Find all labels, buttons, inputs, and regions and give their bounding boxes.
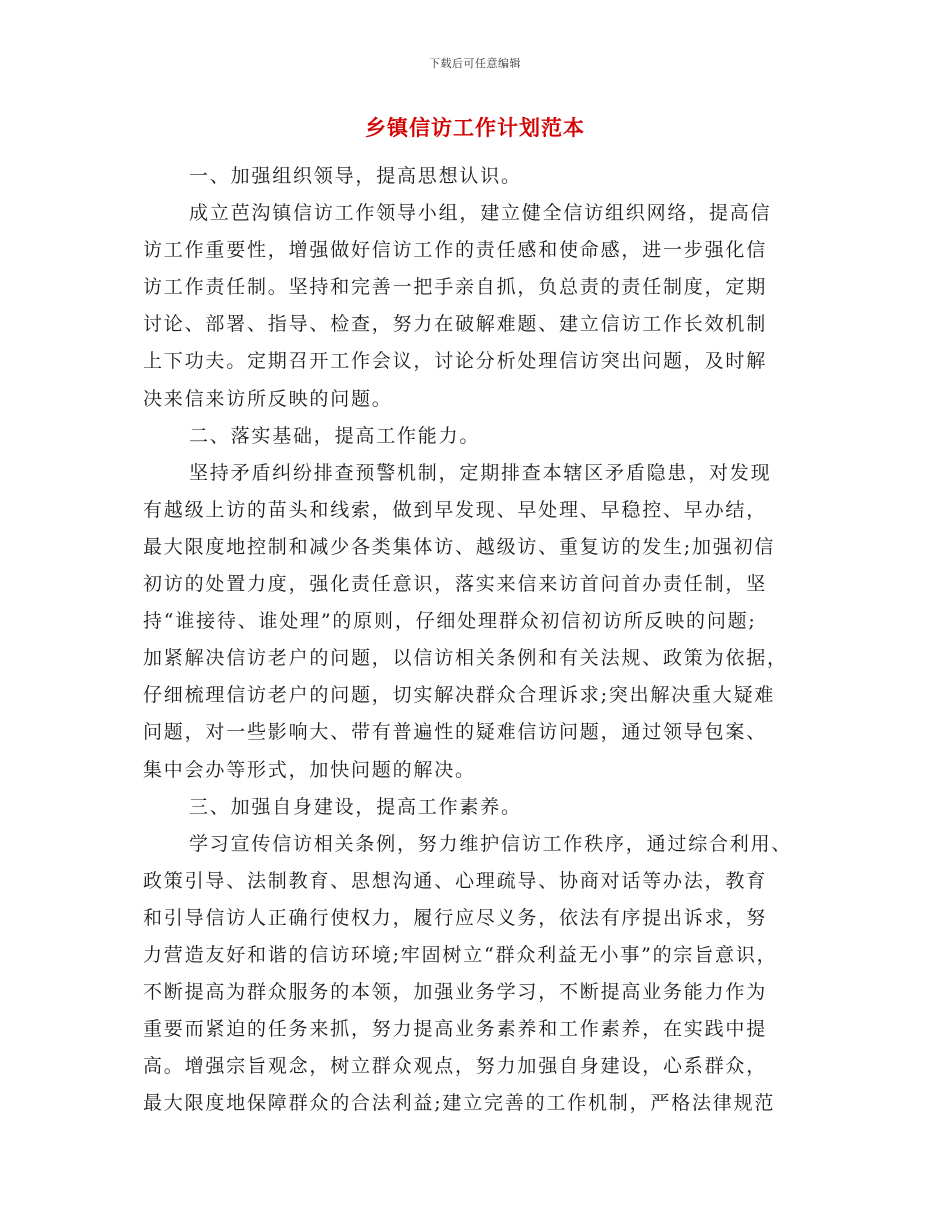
paragraph-line: 不断提高为群众服务的本领，加强业务学习，不断提高业务能力作为 (143, 981, 768, 1004)
paragraph-line: 最大限度地控制和减少各类集体访、越级访、重复访的发生;加强初信 (143, 535, 776, 558)
paragraph-line: 力营造友好和谐的信访环境;牢固树立“群众利益无小事”的宗旨意识， (143, 943, 778, 966)
paragraph-line: 初访的处置力度，强化责任意识，落实来信来访首问首办责任制，坚 (143, 573, 768, 596)
paragraph-line: 和引导信访人正确行使权力，履行应尽义务，依法有序提出诉求，努 (143, 906, 768, 929)
paragraph-line: 最大限度地保障群众的合法利益;建立完善的工作机制，严格法律规范 (143, 1092, 776, 1115)
header-note: 下载后可任意编辑 (429, 57, 521, 70)
paragraph-line: 有越级上访的苗头和线索，做到早发现、早处理、早稳控、早办结， (143, 498, 768, 521)
paragraph-line: 问题，对一些影响大、带有普遍性的疑难信访问题，通过领导包案、 (143, 721, 768, 744)
section-heading-3: 三、加强自身建设，提高工作素养。 (189, 795, 522, 818)
paragraph-line: 坚持矛盾纠纷排查预警机制，定期排查本辖区矛盾隐患，对发现 (189, 461, 772, 484)
paragraph-line: 决来信来访所反映的问题。 (143, 387, 393, 410)
paragraph-line: 上下功夫。定期召开工作会议，讨论分析处理信访突出问题，及时解 (143, 350, 768, 373)
paragraph-line: 重要而紧迫的任务来抓，努力提高业务素养和工作素养，在实践中提 (143, 1018, 768, 1041)
paragraph-line: 成立芭沟镇信访工作领导小组，建立健全信访组织网络，提高信 (189, 202, 772, 225)
paragraph-line: 学习宣传信访相关条例，努力维护信访工作秩序，通过综合利用、 (189, 832, 793, 855)
paragraph-line: 集中会办等形式，加快问题的解决。 (143, 758, 476, 781)
section-heading-1: 一、加强组织领导，提高思想认识。 (189, 165, 522, 187)
paragraph-line: 政策引导、法制教育、思想沟通、心理疏导、协商对话等办法，教育 (143, 869, 768, 892)
paragraph-line: 仔细梳理信访老户的问题，切实解决群众合理诉求;突出解决重大疑难 (143, 684, 776, 707)
section-heading-2: 二、落实基础，提高工作能力。 (189, 424, 481, 447)
document-body (143, 158, 823, 1122)
paragraph-line: 持“谁接待、谁处理”的原则，仔细处理群众初信初访所反映的问题; (143, 610, 757, 633)
paragraph-line: 加紧解决信访老户的问题，以信访相关条例和有关法规、政策为依据， (143, 647, 788, 670)
document-title: 乡镇信访工作计划范本 (365, 115, 585, 140)
paragraph-line: 讨论、部署、指导、检查，努力在破解难题、建立信访工作长效机制 (143, 313, 768, 336)
paragraph-line: 高。增强宗旨观念，树立群众观点，努力加强自身建设，心系群众， (143, 1055, 768, 1078)
paragraph-line: 访工作责任制。坚持和完善一把手亲自抓，负总责的责任制度，定期 (143, 276, 768, 299)
paragraph-line: 访工作重要性，增强做好信访工作的责任感和使命感，进一步强化信 (143, 239, 768, 262)
